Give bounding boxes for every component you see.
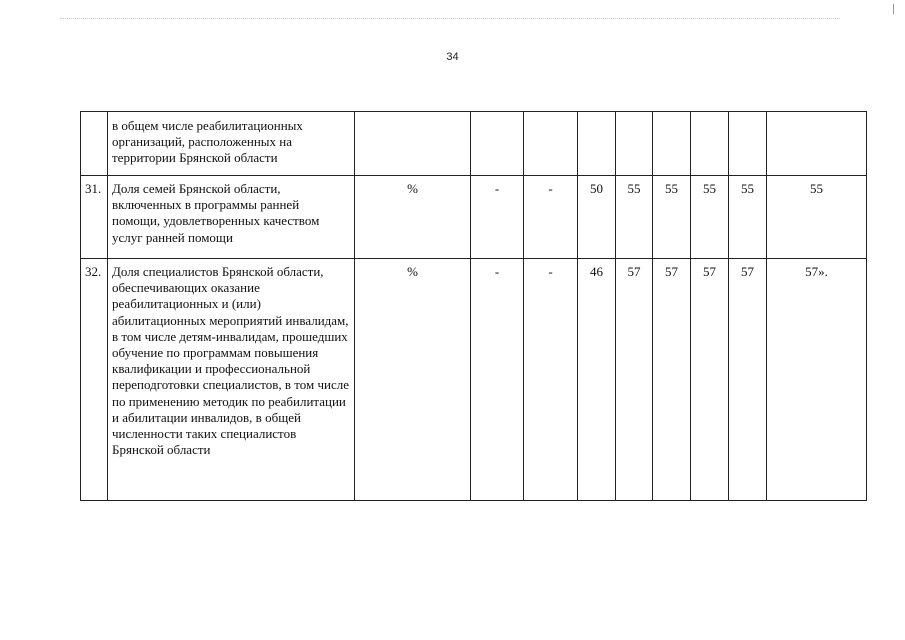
value-cell: 50 [578,176,616,259]
value-cell: 46 [578,259,616,501]
unit-cell: % [355,259,471,501]
unit-cell [355,112,471,176]
page-number: 34 [446,51,459,63]
value-cell [471,112,524,176]
row-number-cell: 32. [81,259,108,501]
value-cell: - [524,176,578,259]
value-cell: 55 [653,176,691,259]
scan-artifact-mark [893,4,894,14]
value-cell: - [471,176,524,259]
value-cell [524,112,578,176]
table-row [81,112,867,176]
value-cell [729,112,767,176]
value-cell: 55 [691,176,729,259]
value-cell: 57». [767,259,867,501]
indicator-name-cell: Доля семей Брянской области, включенных в программы ранней помощи, удовлетворенных качеством услуг ранней помощи [108,176,355,259]
indicator-name-cell: в общем числе реабилитационных организаций, расположенных на территории Брянской области [108,112,355,176]
row-number-cell [81,112,108,176]
value-cell [578,112,616,176]
table-row [81,259,867,501]
value-cell [691,112,729,176]
indicators-table [80,111,867,501]
value-cell: 55 [616,176,653,259]
value-cell: 55 [767,176,867,259]
value-cell [616,112,653,176]
value-cell: 55 [729,176,767,259]
value-cell: - [524,259,578,501]
value-cell [767,112,867,176]
value-cell: - [471,259,524,501]
value-cell [653,112,691,176]
table-row [81,176,867,259]
indicator-name-cell: Доля специалистов Брянской области, обеспечивающих оказание реабилитационных и (или) абилитационных мероприятий инвалидам, в том числе детям-инвалидам, прошедших обучение по программам повышения квалификации и профессиональной переподготовки специалистов, в том числе по применению методик по реабилитации и абилитации инвалидов, в общей численности таких специалистов Брянской области [108,259,355,501]
scan-artifact-line [60,18,840,20]
value-cell: 57 [691,259,729,501]
value-cell: 57 [653,259,691,501]
value-cell: 57 [616,259,653,501]
row-number-cell: 31. [81,176,108,259]
value-cell: 57 [729,259,767,501]
unit-cell: % [355,176,471,259]
